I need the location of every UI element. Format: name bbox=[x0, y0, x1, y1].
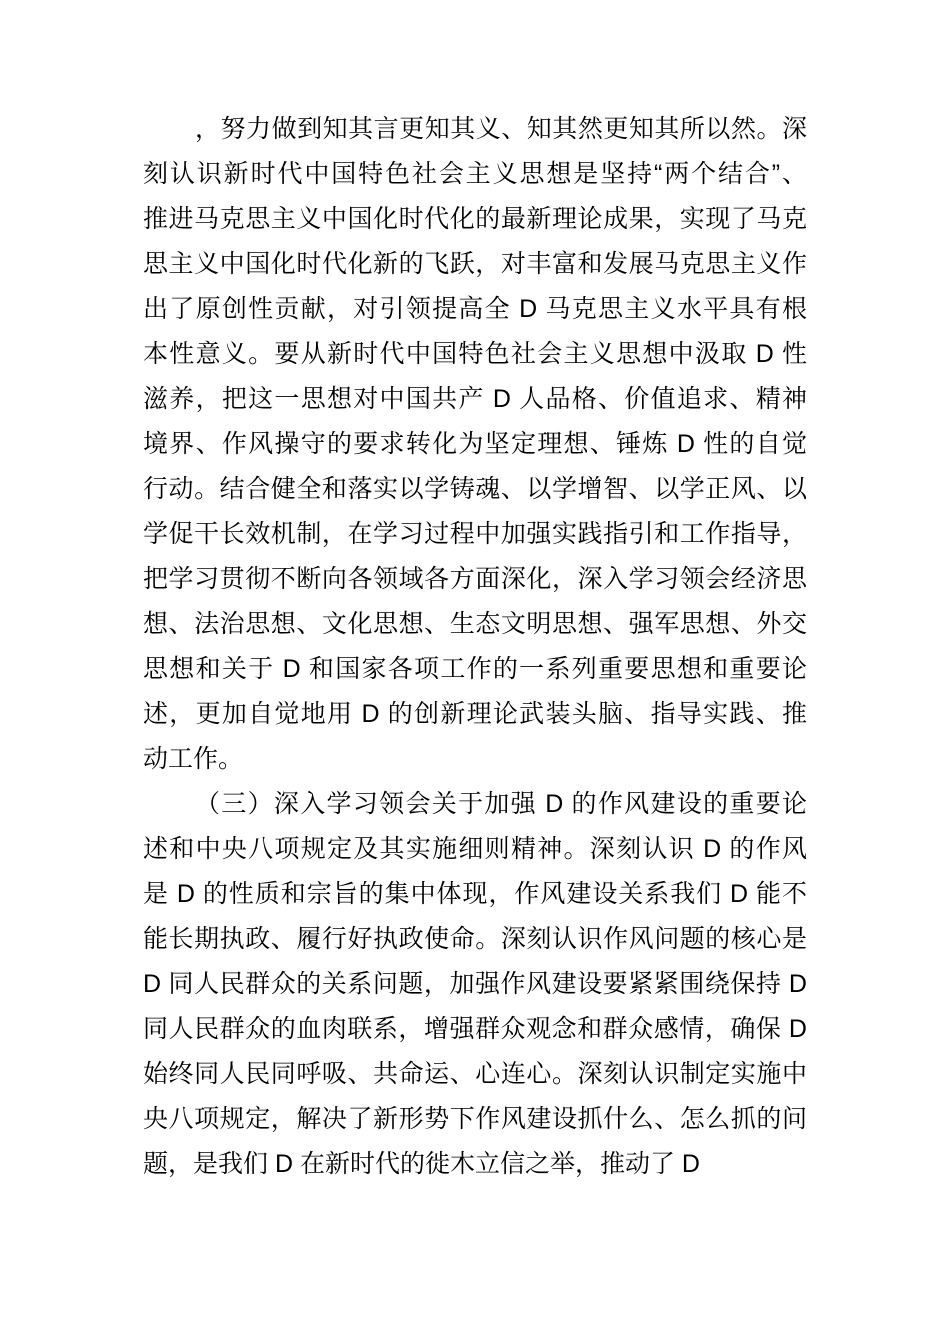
text-line: 学促干长效机制，在学习过程中加强实践指引和工作指导， bbox=[143, 520, 807, 548]
text-line: 想、法治思想、文化思想、生态文明思想、强军思想、外交 bbox=[143, 610, 807, 638]
text-line: 把学习贯彻不断向各领域各方面深化，深入学习领会经济思 bbox=[143, 565, 807, 593]
text-line: 刻认识新时代中国特色社会主义思想是坚持“两个结合”、 bbox=[143, 160, 807, 188]
text-line: D 同人民群众的关系问题，加强作风建设要紧紧围绕保持 D bbox=[143, 970, 807, 998]
text-line: 思主义中国化时代化新的飞跃，对丰富和发展马克思主义作 bbox=[143, 250, 807, 278]
text-line: 行动。结合健全和落实以学铸魂、以学增智、以学正风、以 bbox=[143, 475, 807, 503]
text-line: 始终同人民同呼吸、共命运、心连心。深刻认识制定实施中 bbox=[143, 1060, 807, 1088]
text-line: 滋养，把这一思想对中国共产 D 人品格、价值追求、精神 bbox=[143, 385, 807, 413]
text-line: 述和中央八项规定及其实施细则精神。深刻认识 D 的作风 bbox=[143, 835, 807, 863]
text-line: （三）深入学习领会关于加强 D 的作风建设的重要论 bbox=[195, 790, 807, 818]
text-line: 题，是我们 D 在新时代的徙木立信之举，推动了 D bbox=[143, 1150, 700, 1178]
text-line: ，努力做到知其言更知其义、知其然更知其所以然。深 bbox=[195, 115, 807, 143]
document-text-block bbox=[143, 107, 807, 1187]
text-line: 央八项规定，解决了新形势下作风建设抓什么、怎么抓的问 bbox=[143, 1105, 807, 1133]
text-line: 出了原创性贡献，对引领提高全 D 马克思主义水平具有根 bbox=[143, 295, 807, 323]
text-line: 推进马克思主义中国化时代化的最新理论成果，实现了马克 bbox=[143, 205, 807, 233]
text-line: 动工作。 bbox=[143, 745, 244, 773]
text-line: 同人民群众的血肉联系，增强群众观念和群众感情，确保 D bbox=[143, 1015, 807, 1043]
text-line: 本性意义。要从新时代中国特色社会主义思想中汲取 D 性 bbox=[143, 340, 807, 368]
text-line: 能长期执政、履行好执政使命。深刻认识作风问题的核心是 bbox=[143, 925, 807, 953]
text-line: 述，更加自觉地用 D 的创新理论武装头脑、指导实践、推 bbox=[143, 700, 807, 728]
text-line: 是 D 的性质和宗旨的集中体现，作风建设关系我们 D 能不 bbox=[143, 880, 807, 908]
text-line: 思想和关于 D 和国家各项工作的一系列重要思想和重要论 bbox=[143, 655, 807, 683]
text-line: 境界、作风操守的要求转化为坚定理想、锤炼 D 性的自觉 bbox=[143, 430, 807, 458]
